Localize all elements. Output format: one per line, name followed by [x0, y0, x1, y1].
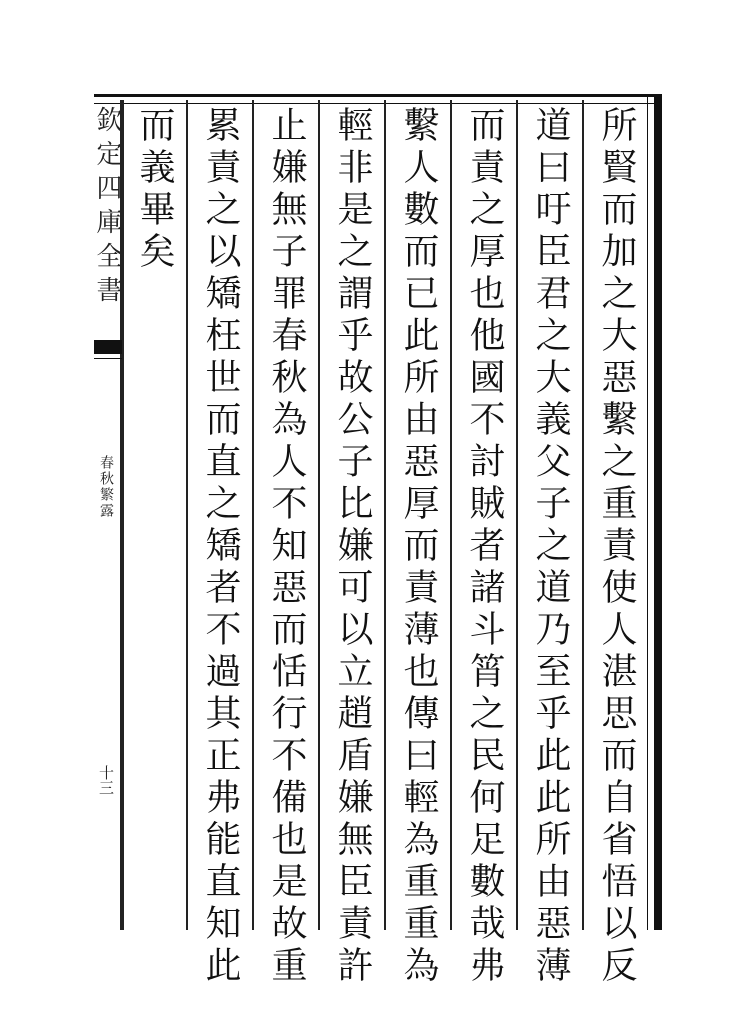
- fish-tail-line: [94, 358, 124, 359]
- frame-top-inner-rule: [94, 103, 654, 104]
- text-column-5: 輕非是之謂乎故公子比嫌可以立趙盾嫌無臣責許: [332, 106, 373, 988]
- fish-tail-mark: [94, 340, 124, 354]
- page-number: 十三: [97, 765, 115, 795]
- column-rule: [384, 100, 386, 930]
- text-column-2: 道曰吁臣君之大義父子之道乃至乎此此所由惡薄: [530, 106, 571, 988]
- column-rule: [450, 100, 452, 930]
- column-rule: [122, 100, 124, 930]
- column-rule: [582, 100, 584, 930]
- column-rule: [516, 100, 518, 930]
- text-column-7: 累責之以矯枉世而直之矯者不過其正弗能直知此: [200, 106, 241, 988]
- column-rule: [318, 100, 320, 930]
- text-column-3: 而責之厚也他國不討賊者諸斗筲之民何足數哉弗: [464, 106, 505, 988]
- book-title: 春秋繁露: [98, 455, 114, 519]
- text-column-4: 繫人數而已此所由惡厚而責薄也傳曰輕為重重為: [398, 106, 439, 988]
- column-rule: [252, 100, 254, 930]
- column-rule: [186, 100, 188, 930]
- text-column-8: 而義畢矣: [134, 106, 175, 274]
- text-column-6: 止嫌無子罪春秋為人不知惡而恬行不備也是故重: [266, 106, 307, 988]
- fore-edge-label: 欽定四庫全書: [92, 106, 122, 310]
- frame-right-inner-rule: [647, 97, 648, 930]
- page-frame: [94, 94, 662, 988]
- text-column-1: 所賢而加之大惡繫之重責使人湛思而自省悟以反: [596, 106, 637, 988]
